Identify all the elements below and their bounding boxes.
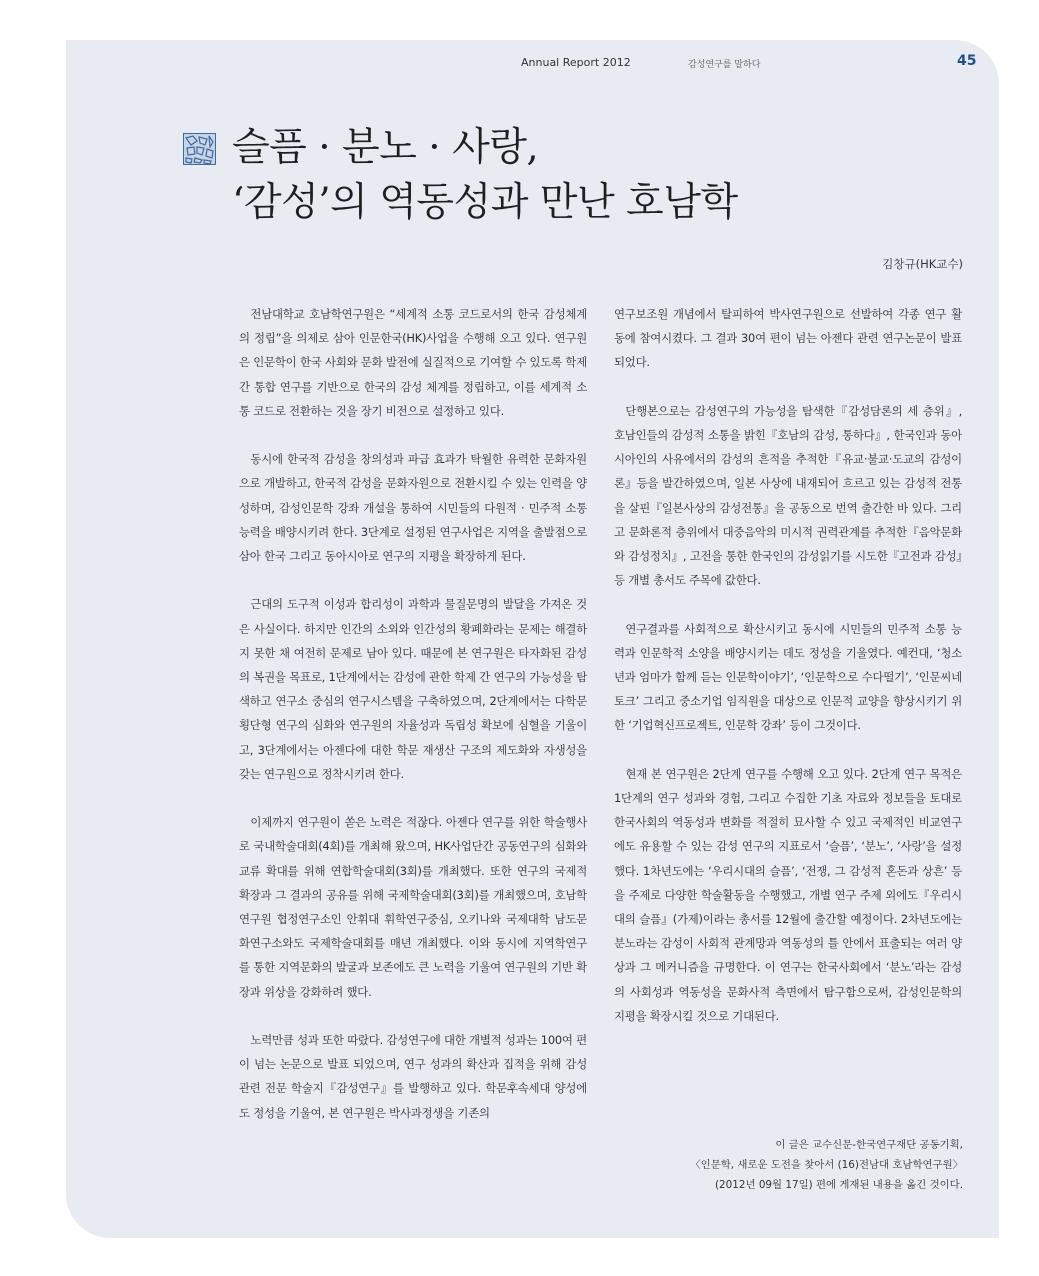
source-note [623, 1135, 963, 1195]
note-line: 이 글은 교수신문-한국연구재단 공동기획, [775, 1139, 963, 1151]
running-header [0, 53, 1039, 76]
note-line: 〈인문학, 새로운 도전을 찾아서 (16)전남대 호남학연구원〉 [690, 1159, 963, 1171]
paragraph: 전남대학교 호남학연구원은 “세계적 소통 코드로서의 한국 감성체계의 정립”을 의제로 삼아 인문한국(HK)사업을 수행해 오고 있다. 연구원은 인문학이 한국 사회와 문화 발전에 실질적으로 기여할 수 있도록 학제 간 통합 연구를 기반으로 한국의 감성 체계를 정립하고, 이를 세계적 소통 코드로 전환하는 것을 장기 비전으로 설정하고 있다. [239, 307, 587, 418]
note-line: (2012년 09월 17일) 편에 게재된 내용을 옮긴 것이다. [714, 1179, 963, 1191]
paragraph: 근대의 도구적 이성과 합리성이 과학과 물질문명의 발달을 가져온 것은 사실이다. 하지만 인간의 소외와 인간성의 황폐화라는 문제는 해결하지 못한 채 여전히 문제로 남아 있다. 때문에 본 연구원은 타자화된 감성의 복권을 목표로, 1단계에서는 감성에 관한 학제 간 연구의 가능성을 탐색하고 연구소 중심의 연구시스템을 구축하였으며, 2단계에서는 다학문 횡단형 연구의 심화와 연구원의 자율성과 독립성 확보에 심혈을 기울이고, 3단계에서는 아젠다에 대한 학문 재생산 구조의 제도화와 자생성을 갖는 연구원으로 정착시키려 한다. [239, 597, 587, 781]
title-line-1: 슬픔 · 분노 · 사랑, [232, 125, 539, 170]
title-line-2: ‘감성’의 역동성과 만난 호남학 [232, 180, 738, 225]
page-number: 45 [957, 53, 977, 69]
left-column [239, 302, 587, 1149]
paragraph: 노력만큼 성과 또한 따랐다. 감성연구에 대한 개별적 성과는 100여 편이 넘는 논문으로 발표 되었으며, 연구 성과의 확산과 집적을 위해 감성관련 전문 학술지『감성연구』를 발행하고 있다. 학문후속세대 양성에도 정성을 기울여, 본 연구원은 박사과정생을 기존의 [239, 1033, 587, 1120]
decorative-pattern-icon [183, 133, 216, 165]
author-byline: 김창규(HK교수) [882, 257, 963, 271]
paragraph: 단행본으로는 감성연구의 가능성을 탐색한『감성담론의 세 층위』, 호남인들의 감성적 소통을 밝힌『호남의 감성, 통하다』, 한국인과 동아시아인의 사유에서의 감성의 흔적을 추적한『유교·불교·도교의 감성이론』등을 발간하였으며, 일본 사상에 내재되어 흐르고 있는 감성적 전통을 살핀『일본사상의 감성전통』을 공동으로 번역 출간한 바 있다. 그리고 문화론적 층위에서 대중음악의 미시적 권력관계를 추적한『음악문화와 감성정치』, 고전을 통한 한국인의 감성읽기를 시도한『고전과 감성』등 개별 총서도 주목에 값한다. [614, 403, 962, 588]
article-title [232, 120, 738, 230]
right-column [614, 302, 962, 1052]
report-title: Annual Report 2012 [521, 56, 631, 69]
paragraph: 이제까지 연구원이 쏟은 노력은 적잖다. 아젠다 연구를 위한 학술행사로 국내학술대회(4회)를 개최해 왔으며, HK사업단간 공동연구의 심화와 교류 확대를 위해 연합학술대회(3회)를 개최했다. 또한 연구의 국제적 확장과 그 결과의 공유를 위해 국제학술대회(3회)를 개최했으며, 호남학연구원 협정연구소인 안휘대 휘학연구중심, 오키나와 국제대학 남도문화연구소와도 국제학술대회를 매년 개최했다. 이와 동시에 지역학연구를 통한 지역문화의 발굴과 보존에도 큰 노력을 기울여 연구원의 기반 확장과 위상을 강화하려 했다. [239, 815, 587, 999]
section-title: 감성연구를 말하다 [688, 60, 761, 70]
paragraph: 연구결과를 사회적으로 확산시키고 동시에 시민들의 민주적 소통 능력과 인문학적 소양을 배양시키는 데도 정성을 기울였다. 예컨대, ‘청소년과 엄마가 함께 듣는 인문학이야기’, ‘인문학으로 수다떨기’, ‘인문씨네토크’ 그리고 중소기업 임직원을 대상으로 인문적 교양을 향상시키기 위한 ‘기업혁신프로젝트, 인문학 강좌’ 등이 그것이다. [614, 621, 962, 733]
paragraph: 동시에 한국적 감성을 창의성과 파급 효과가 탁월한 유력한 문화자원으로 개발하고, 한국적 감성을 문화자원으로 전환시킬 수 있는 인력을 양성하며, 감성인문학 강좌 개설을 통하여 시민들의 다원적 · 민주적 소통 능력을 배양시키려 한다. 3단계로 설정된 연구사업은 지역을 출발점으로 삼아 한국 그리고 동아시아로 연구의 지평을 확장하게 된다. [239, 452, 587, 564]
paragraph: 연구보조원 개념에서 탈피하여 박사연구원으로 선발하여 각종 연구 활동에 참여시켰다. 그 결과 30여 편이 넘는 아젠다 관련 연구논문이 발표되었다. [614, 307, 962, 370]
paragraph: 현재 본 연구원은 2단계 연구를 수행해 오고 있다. 2단계 연구 목적은 1단계의 연구 성과와 경험, 그리고 수집한 기초 자료와 정보들을 토대로 한국사회의 역동성과 변화를 적절히 묘사할 수 있고 국제적인 비교연구에도 유용할 수 있는 감성 연구의 지표로서 ‘슬픔’, ‘분노’, ‘사랑’을 설정했다. 1차년도에는 ‘우리시대의 슬픔’, ‘전쟁, 그 감성적 혼돈과 상흔’ 등을 주제로 다양한 학술활동을 수행했고, 개별 연구 주제 외에도『우리시대의 슬픔』(가제)이라는 총서를 12월에 출간할 예정이다. 2차년도에는 분노라는 감성이 사회적 관계망과 역동성의 틀 안에서 표출되는 여러 양상과 그 메커니즘을 규명한다. 이 연구는 한국사회에서 ‘분노’라는 감성의 사회성과 역동성을 문화사적 측면에서 탐구함으로써, 감성인문학의 지평을 확장시킬 것으로 기대된다. [614, 766, 962, 1023]
